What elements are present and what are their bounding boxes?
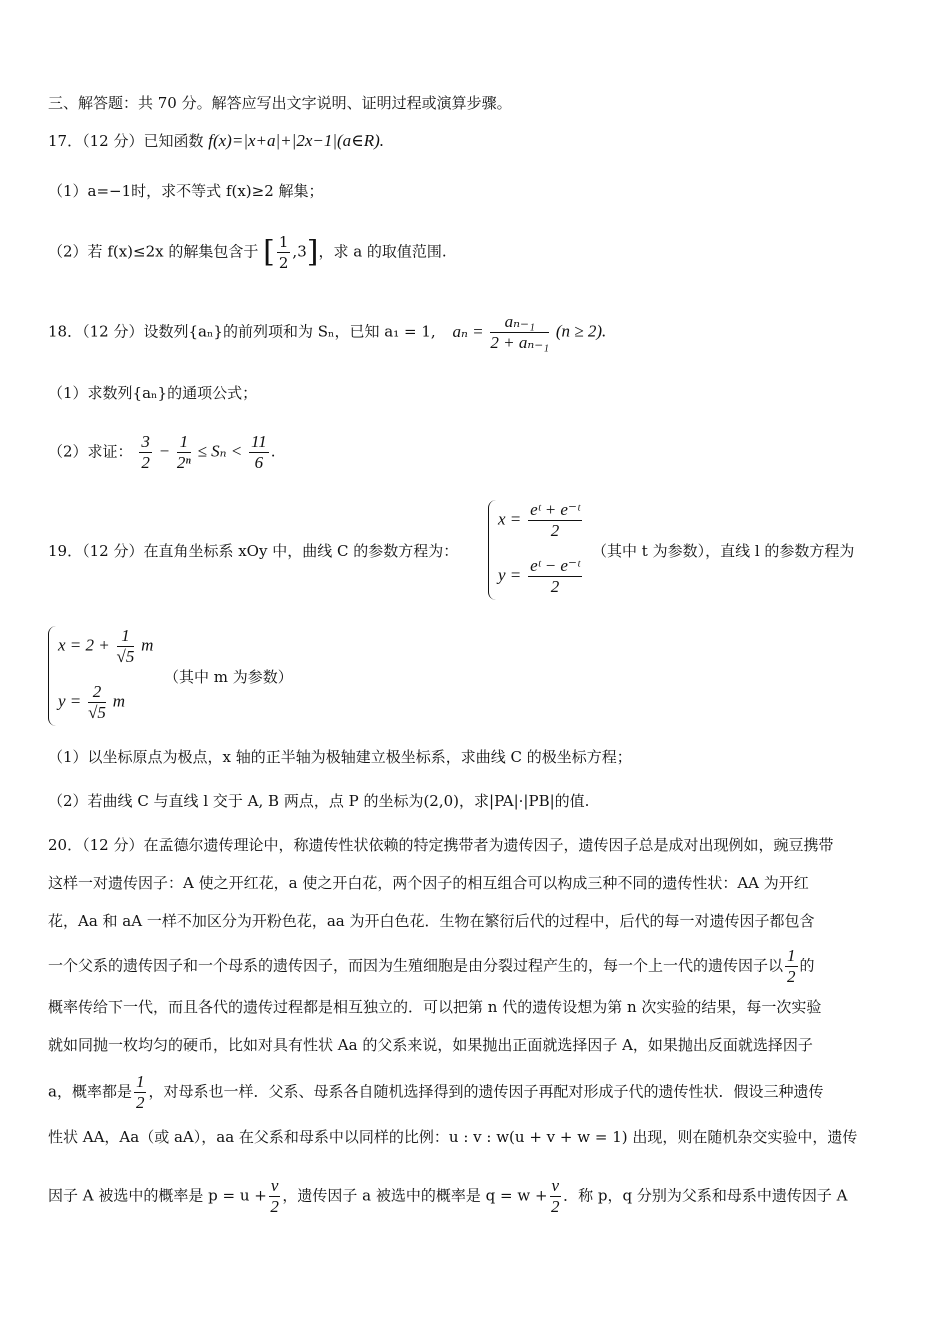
question-20-line-9 <box>48 1176 847 1217</box>
question-18-stem <box>48 312 606 353</box>
parameter-variable: m <box>112 691 125 711</box>
question-text: 已知函数 <box>143 132 204 150</box>
equation-denominator: 2 <box>550 521 560 540</box>
fraction-numerator: v <box>551 1176 560 1195</box>
fraction-numerator: v <box>270 1176 279 1195</box>
fraction-denominator: 2 <box>135 1093 145 1112</box>
question-points: （12 分） <box>82 836 144 854</box>
part-label: （1） <box>48 182 88 200</box>
question-number: 18． <box>48 322 83 341</box>
part-text: 求证： <box>87 442 133 461</box>
question-19-part-1 <box>48 746 632 768</box>
question-20-line-5: 概率传给下一代，而且各代的遗传过程都是相互独立的．可以把第 n 代的遗传设想为第 n 次实验的结果，每一次实验 <box>48 998 822 1016</box>
fraction-numerator: 1 <box>135 1072 145 1091</box>
paragraph-text: 在孟德尔遗传理论中，称遗传性状依赖的特定携带者为遗传因子，遗传因子总是成对出现例如，豌豆携带 <box>143 836 834 854</box>
line-x-equation <box>58 626 153 667</box>
equation-lhs: y = <box>58 691 82 711</box>
equation-numerator: eᵗ + e⁻ᵗ <box>530 500 580 519</box>
curve-x-equation <box>498 500 584 541</box>
function-formula: f(x)=|x+a|+|2x−1|(a∈R). <box>208 131 385 150</box>
question-20-line-6: 就如同抛一枚均匀的硬币，比如对具有性状 Aa 的父系来说，如果抛出正面就选择因子 A，如果抛出反面就选择因子 <box>48 1036 813 1054</box>
part-text: 若 f(x)≤2x 的解集包含于 <box>87 242 259 261</box>
part-text: 求数列{aₙ}的通项公式； <box>87 384 258 402</box>
question-19-part-2 <box>48 790 589 812</box>
equation-numerator: 1 <box>117 626 135 647</box>
part-label: （2） <box>48 442 88 461</box>
inequality-middle: ≤ Sₙ < <box>197 441 243 461</box>
equation-lhs: x = 2 + <box>58 635 110 655</box>
fraction-denominator: 2 <box>787 967 796 986</box>
part-label: （2） <box>48 792 88 810</box>
part-text: 以坐标原点为极点，x 轴的正半轴为极轴建立极坐标系，求曲线 C 的极坐标方程； <box>87 748 632 766</box>
equation-lhs: y = <box>498 565 522 585</box>
part-text: 若曲线 C 与直线 l 交于 A, B 两点，点 P 的坐标为(2,0)，求|PA|·|PB|的值. <box>87 792 590 810</box>
question-number: 17． <box>48 132 83 150</box>
fraction-numerator: 11 <box>251 432 267 451</box>
inequality-end: . <box>270 442 276 461</box>
question-points: （12 分） <box>82 542 144 560</box>
interval-numerator: 1 <box>278 233 289 251</box>
parameter-variable: m <box>141 635 154 655</box>
question-17-part-2: （2）若 f(x)≤2x 的解集包含于 [ $\frac{1}{2}$ ,3]，求 a 的取值范围. <box>48 233 447 272</box>
question-points: （12 分） <box>82 322 144 341</box>
question-text: 在直角坐标系 xOy 中，曲线 C 的参数方程为： <box>143 542 459 560</box>
curve-y-equation <box>498 556 584 597</box>
question-17-stem <box>48 130 384 152</box>
recurrence-numerator: aₙ₋₁ <box>490 312 549 333</box>
question-20-line-4 <box>48 946 815 987</box>
recurrence-lhs: aₙ = <box>452 321 484 341</box>
paragraph-text: 因子 A 被选中的概率是 p = u + <box>48 1186 267 1205</box>
question-20-line-3: 花，Aa 和 aA 一样不加区分为开粉色花，aa 为开白色花．生物在繁衍后代的过程中，后代的每一对遗传因子都包含 <box>48 912 815 930</box>
line-brace <box>48 626 57 726</box>
question-20-line-7 <box>48 1072 823 1113</box>
fraction-denominator: 2 <box>270 1197 279 1216</box>
curve-parameter-note: （其中 t 为参数），直线 l 的参数方程为 <box>592 542 855 560</box>
equation-denominator: 2 <box>550 577 560 596</box>
fraction-numerator: 3 <box>141 432 150 451</box>
question-number: 19． <box>48 542 83 560</box>
part-label: （1） <box>48 748 88 766</box>
fraction-denominator: 2 <box>141 453 150 472</box>
question-18-part-1 <box>48 382 257 404</box>
line-y-equation <box>58 682 125 723</box>
curve-brace <box>488 500 497 600</box>
fraction-denominator: 2ⁿ <box>176 453 191 472</box>
question-number: 20． <box>48 836 83 854</box>
paragraph-text: ，对母系也一样．父系、母系各自随机选择得到的遗传因子再配对形成子代的遗传性状．假设三种遗传 <box>148 1082 824 1101</box>
equation-numerator: 2 <box>88 682 106 703</box>
question-19-stem <box>48 540 458 562</box>
interval-end: ,3 <box>292 242 307 261</box>
recurrence-denominator: 2 + aₙ₋₁ <box>490 333 550 352</box>
fraction-numerator: 1 <box>787 946 796 965</box>
question-20-line-2: 这样一对遗传因子：A 使之开红花，a 使之开白花，两个因子的相互组合可以构成三种不同的遗传性状：AA 为开红 <box>48 874 809 892</box>
question-20-line-1 <box>48 834 833 856</box>
paragraph-text: ．称 p，q 分别为父系和母系中遗传因子 A <box>563 1186 848 1205</box>
equation-numerator: eᵗ − e⁻ᵗ <box>530 556 580 575</box>
part-label: （2） <box>48 242 88 261</box>
section-header: 三、解答题：共 70 分。解答应写出文字说明、证明过程或演算步骤。 <box>48 94 512 112</box>
paragraph-text: 一个父系的遗传因子和一个母系的遗传因子，而因为生殖细胞是由分裂过程产生的，每一个上一代的遗传因子以 <box>48 956 784 975</box>
part-text: a=−1时，求不等式 f(x)≥2 解集； <box>87 182 324 200</box>
equation-denominator: √5 <box>88 703 106 722</box>
question-18-part-2: （2）求证： $\frac{3}{2}$ − $\frac{1}{\text{2ⁿ}}$ ≤ Sₙ < $\frac{11}{6}$ . <box>48 432 276 472</box>
question-20-line-8: 性状 AA，Aa（或 aA），aa 在父系和母系中以同样的比例：u : v : w(u + v + w = 1) 出现，则在随机杂交实验中，遗传 <box>48 1128 858 1146</box>
recurrence-condition: (n ≥ 2). <box>555 321 607 341</box>
question-17-part-1 <box>48 180 324 202</box>
question-text: 设数列{aₙ}的前列项和为 Sₙ，已知 a₁ = 1, <box>143 322 436 341</box>
fraction-denominator: 2 <box>551 1197 560 1216</box>
interval-denominator: 2 <box>278 254 289 272</box>
question-points: （12 分） <box>82 132 144 150</box>
equation-denominator: √5 <box>116 647 135 666</box>
paragraph-text: 的 <box>799 956 815 975</box>
part-label: （1） <box>48 384 88 402</box>
paragraph-text: ，遗传因子 a 被选中的概率是 q = w + <box>282 1186 548 1205</box>
fraction-denominator: 6 <box>254 453 264 472</box>
paragraph-text: a，概率都是 <box>48 1082 132 1101</box>
line-parameter-note: （其中 m 为参数） <box>164 668 293 686</box>
fraction-numerator: 1 <box>177 432 191 453</box>
equation-lhs: x = <box>498 509 522 529</box>
part-text-tail: ，求 a 的取值范围. <box>318 242 447 261</box>
